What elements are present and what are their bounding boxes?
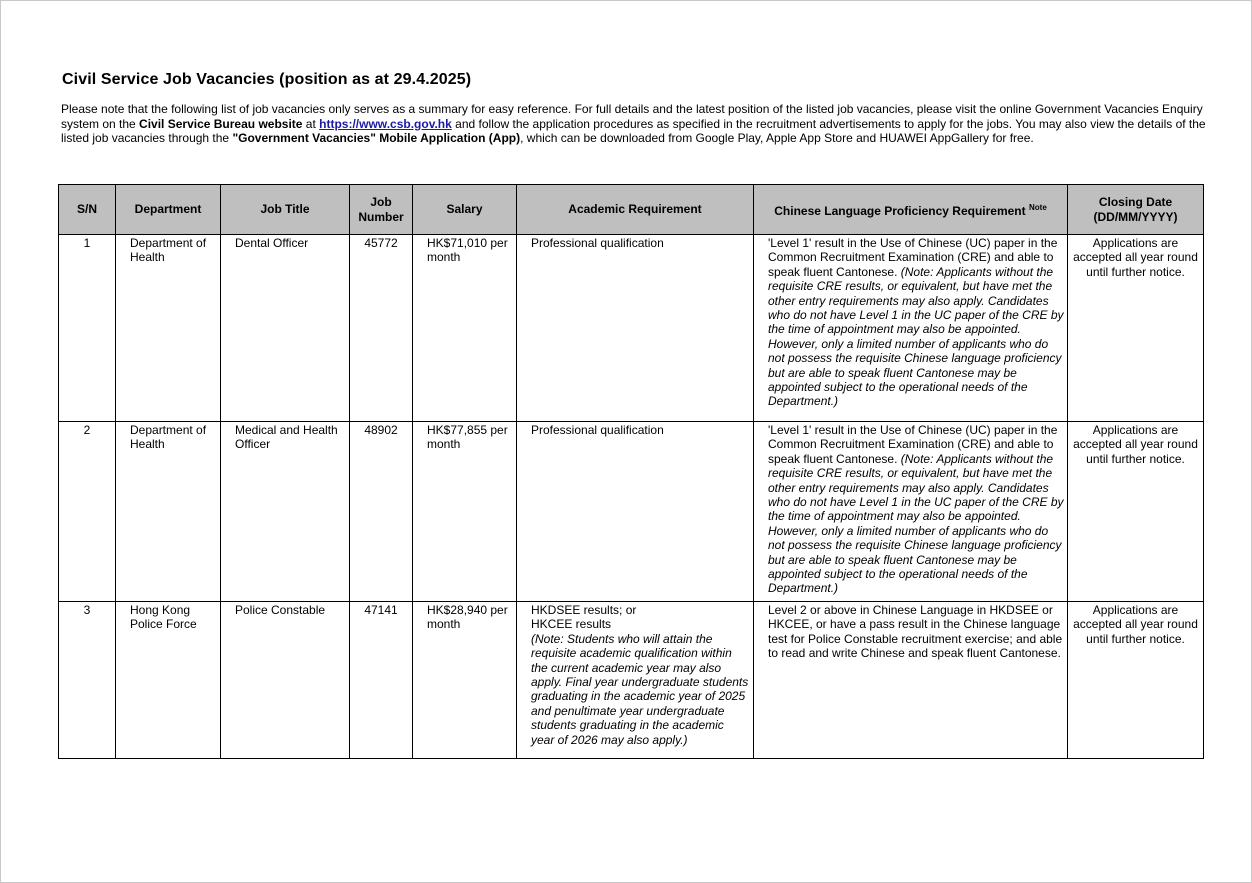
intro-at: at <box>302 116 320 131</box>
csb-link[interactable]: https://www.csb.gov.hk <box>319 116 452 131</box>
cell-job-title: Dental Officer <box>221 235 350 422</box>
academic-text: HKCEE results <box>531 617 612 632</box>
chinese-text: Level 2 or above in Chinese Language in HKDSEE or HKCEE, or have a pass result in the Chinese language test for Police Constable recruitment exercise; and able to read and write Chinese and speak fluent Cantonese. <box>768 603 1063 661</box>
cell-salary: HK$28,940 per month <box>413 602 517 759</box>
table-header-row <box>59 185 1204 235</box>
header-department: Department <box>116 185 221 235</box>
table-row <box>59 235 1204 422</box>
cell-department: Hong Kong Police Force <box>116 602 221 759</box>
cell-sn: 1 <box>59 235 116 422</box>
academic-text: Professional qualification <box>531 423 664 437</box>
academic-text: Professional qualification <box>531 236 664 250</box>
intro-paragraph <box>61 102 1206 146</box>
cell-closing-date: Applications are accepted all year round until further notice. <box>1068 235 1204 422</box>
cell-academic <box>517 602 754 759</box>
cell-job-title: Medical and Health Officer <box>221 422 350 602</box>
cell-closing-date: Applications are accepted all year round until further notice. <box>1068 422 1204 602</box>
vacancies-table <box>58 184 1204 759</box>
cell-job-title: Police Constable <box>221 602 350 759</box>
cell-department: Department of Health <box>116 235 221 422</box>
cell-academic <box>517 235 754 422</box>
cell-sn: 3 <box>59 602 116 759</box>
table-row <box>59 602 1204 759</box>
chinese-text: 'Level 1' result in the Use of Chinese (UC) paper in the Common Recruitment Examination (CRE) and able to speak fluent Cantonese. <box>768 236 1058 279</box>
cell-job-number: 45772 <box>350 235 413 422</box>
cell-department: Department of Health <box>116 422 221 602</box>
header-chinese-label: Chinese Language Proficiency Requirement <box>774 203 1026 218</box>
header-job-number: Job Number <box>350 185 413 235</box>
cell-job-number: 47141 <box>350 602 413 759</box>
header-academic: Academic Requirement <box>517 185 754 235</box>
header-job-title: Job Title <box>221 185 350 235</box>
academic-note-text: (Note: Students who will attain the requisite academic qualification within the current academic year may also apply. Final year undergraduate students graduating in the academic year of 2025 and penultimate year undergraduate students graduating in the academic year of 2026 may also apply.) <box>531 631 749 747</box>
page-title: Civil Service Job Vacancies (position as at 29.4.2025) <box>62 71 472 88</box>
cell-chinese <box>754 422 1068 602</box>
table-row <box>59 422 1204 602</box>
header-closing-date: Closing Date (DD/MM/YYYY) <box>1068 185 1204 235</box>
intro-text-1: Please note that the following list of job vacancies only serves as a summary for easy reference. For full details and the latest position of the listed job vacancies, please visit the online Government Vacancies Enquiry system on the <box>61 102 1203 131</box>
cell-closing-date: Applications are accepted all year round until further notice. <box>1068 602 1204 759</box>
cell-chinese <box>754 602 1068 759</box>
header-salary: Salary <box>413 185 517 235</box>
cell-academic <box>517 422 754 602</box>
header-sn: S/N <box>59 185 116 235</box>
intro-text-3: , which can be downloaded from Google Play, Apple App Store and HUAWEI AppGallery for free. <box>520 131 1034 145</box>
header-chinese-note: Note <box>1028 202 1047 212</box>
cell-salary: HK$77,855 per month <box>413 422 517 602</box>
cell-salary: HK$71,010 per month <box>413 235 517 422</box>
cell-chinese <box>754 235 1068 422</box>
chinese-note-text: (Note: Applicants without the requisite CRE results, or equivalent, but have met the other entry requirements may also apply. Candidates who do not have Level 1 in the UC paper of the CRE by the time of appointment may also be appointed. However, only a limited number of applicants who do not possess the requisite Chinese language proficiency but are able to speak fluent Cantonese may be appointed subject to the operational needs of the Department.) <box>768 451 1064 596</box>
academic-line-1: HKDSEE results; or <box>531 603 637 617</box>
header-chinese <box>754 185 1068 235</box>
chinese-text: 'Level 1' result in the Use of Chinese (UC) paper in the Common Recruitment Examination (CRE) and able to speak fluent Cantonese. <box>768 423 1058 466</box>
intro-text-2: and follow the application procedures as specified in the recruitment advertisements to apply for the jobs. You may also view the details of the listed job vacancies through the <box>61 116 1206 145</box>
app-name: "Government Vacancies" Mobile Application (App) <box>232 131 521 145</box>
csb-website-label: Civil Service Bureau website <box>139 116 303 131</box>
cell-job-number: 48902 <box>350 422 413 602</box>
cell-sn: 2 <box>59 422 116 602</box>
chinese-note-text: (Note: Applicants without the requisite CRE results, or equivalent, but have met the other entry requirements may also apply. Candidates who do not have Level 1 in the UC paper of the CRE by the time of appointment may also be appointed. However, only a limited number of applicants who do not possess the requisite Chinese language proficiency but are able to speak fluent Cantonese may be appointed subject to the operational needs of the Department.) <box>768 264 1064 409</box>
